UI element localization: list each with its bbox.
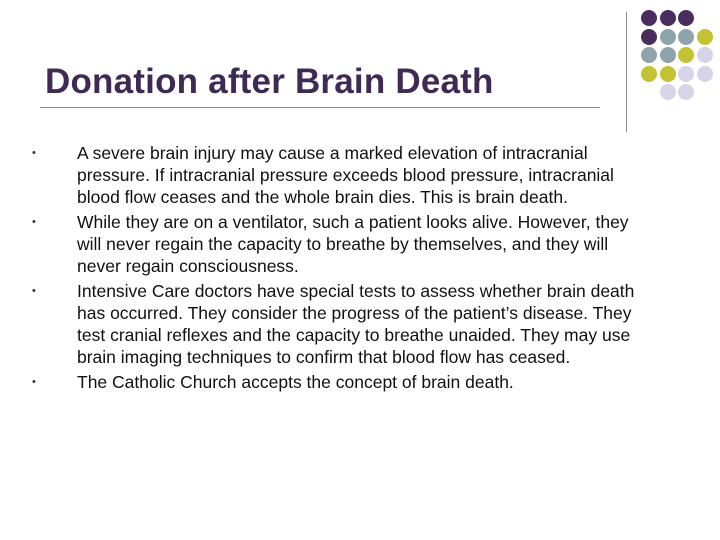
decorative-dot	[641, 66, 657, 82]
title-underline	[40, 107, 600, 108]
decorative-dot	[660, 29, 676, 45]
decorative-dot	[641, 10, 657, 26]
decorative-dot	[697, 66, 713, 82]
bullet-text: The Catholic Church accepts the concept of brain death.	[77, 372, 514, 392]
bullet-marker: •	[32, 216, 36, 228]
bullet-marker: •	[32, 376, 36, 388]
bullet-marker: •	[32, 147, 36, 159]
bullet-item-2	[0, 211, 637, 277]
bullet-item-1	[0, 142, 637, 208]
decorative-dot	[678, 29, 694, 45]
bullet-list	[0, 142, 720, 396]
decorative-dot	[660, 10, 676, 26]
decorative-dot	[678, 10, 694, 26]
decorative-dot	[660, 66, 676, 82]
bullet-text: Intensive Care doctors have special tests to assess whether brain death has occurred. They consider the progress of the patient’s disease. They test cranial reflexes and the capacity to breathe unaided. They may use brain imaging techniques to confirm that blood flow has ceased.	[77, 281, 635, 367]
slide-title: Donation after Brain Death	[45, 62, 494, 101]
decorative-dot	[678, 66, 694, 82]
decorative-dot	[641, 47, 657, 63]
decorative-dot	[678, 84, 694, 100]
decorative-dot	[678, 47, 694, 63]
decorative-dot	[697, 47, 713, 63]
decorative-dot	[697, 29, 713, 45]
bullet-text: While they are on a ventilator, such a patient looks alive. However, they will never regain the capacity to breathe by themselves, and they will never regain consciousness.	[77, 212, 629, 276]
decorative-dot	[641, 29, 657, 45]
decorative-dot	[660, 47, 676, 63]
bullet-text: A severe brain injury may cause a marked elevation of intracranial pressure. If intracranial pressure exceeds blood pressure, intracranial blood flow ceases and the whole brain dies. This is brain death.	[77, 143, 614, 207]
bullet-item-3	[0, 280, 637, 368]
bullet-item-4	[0, 371, 637, 393]
bullet-marker: •	[32, 285, 36, 297]
vertical-divider	[626, 12, 627, 132]
decorative-dot-grid	[641, 10, 720, 150]
decorative-dot	[660, 84, 676, 100]
